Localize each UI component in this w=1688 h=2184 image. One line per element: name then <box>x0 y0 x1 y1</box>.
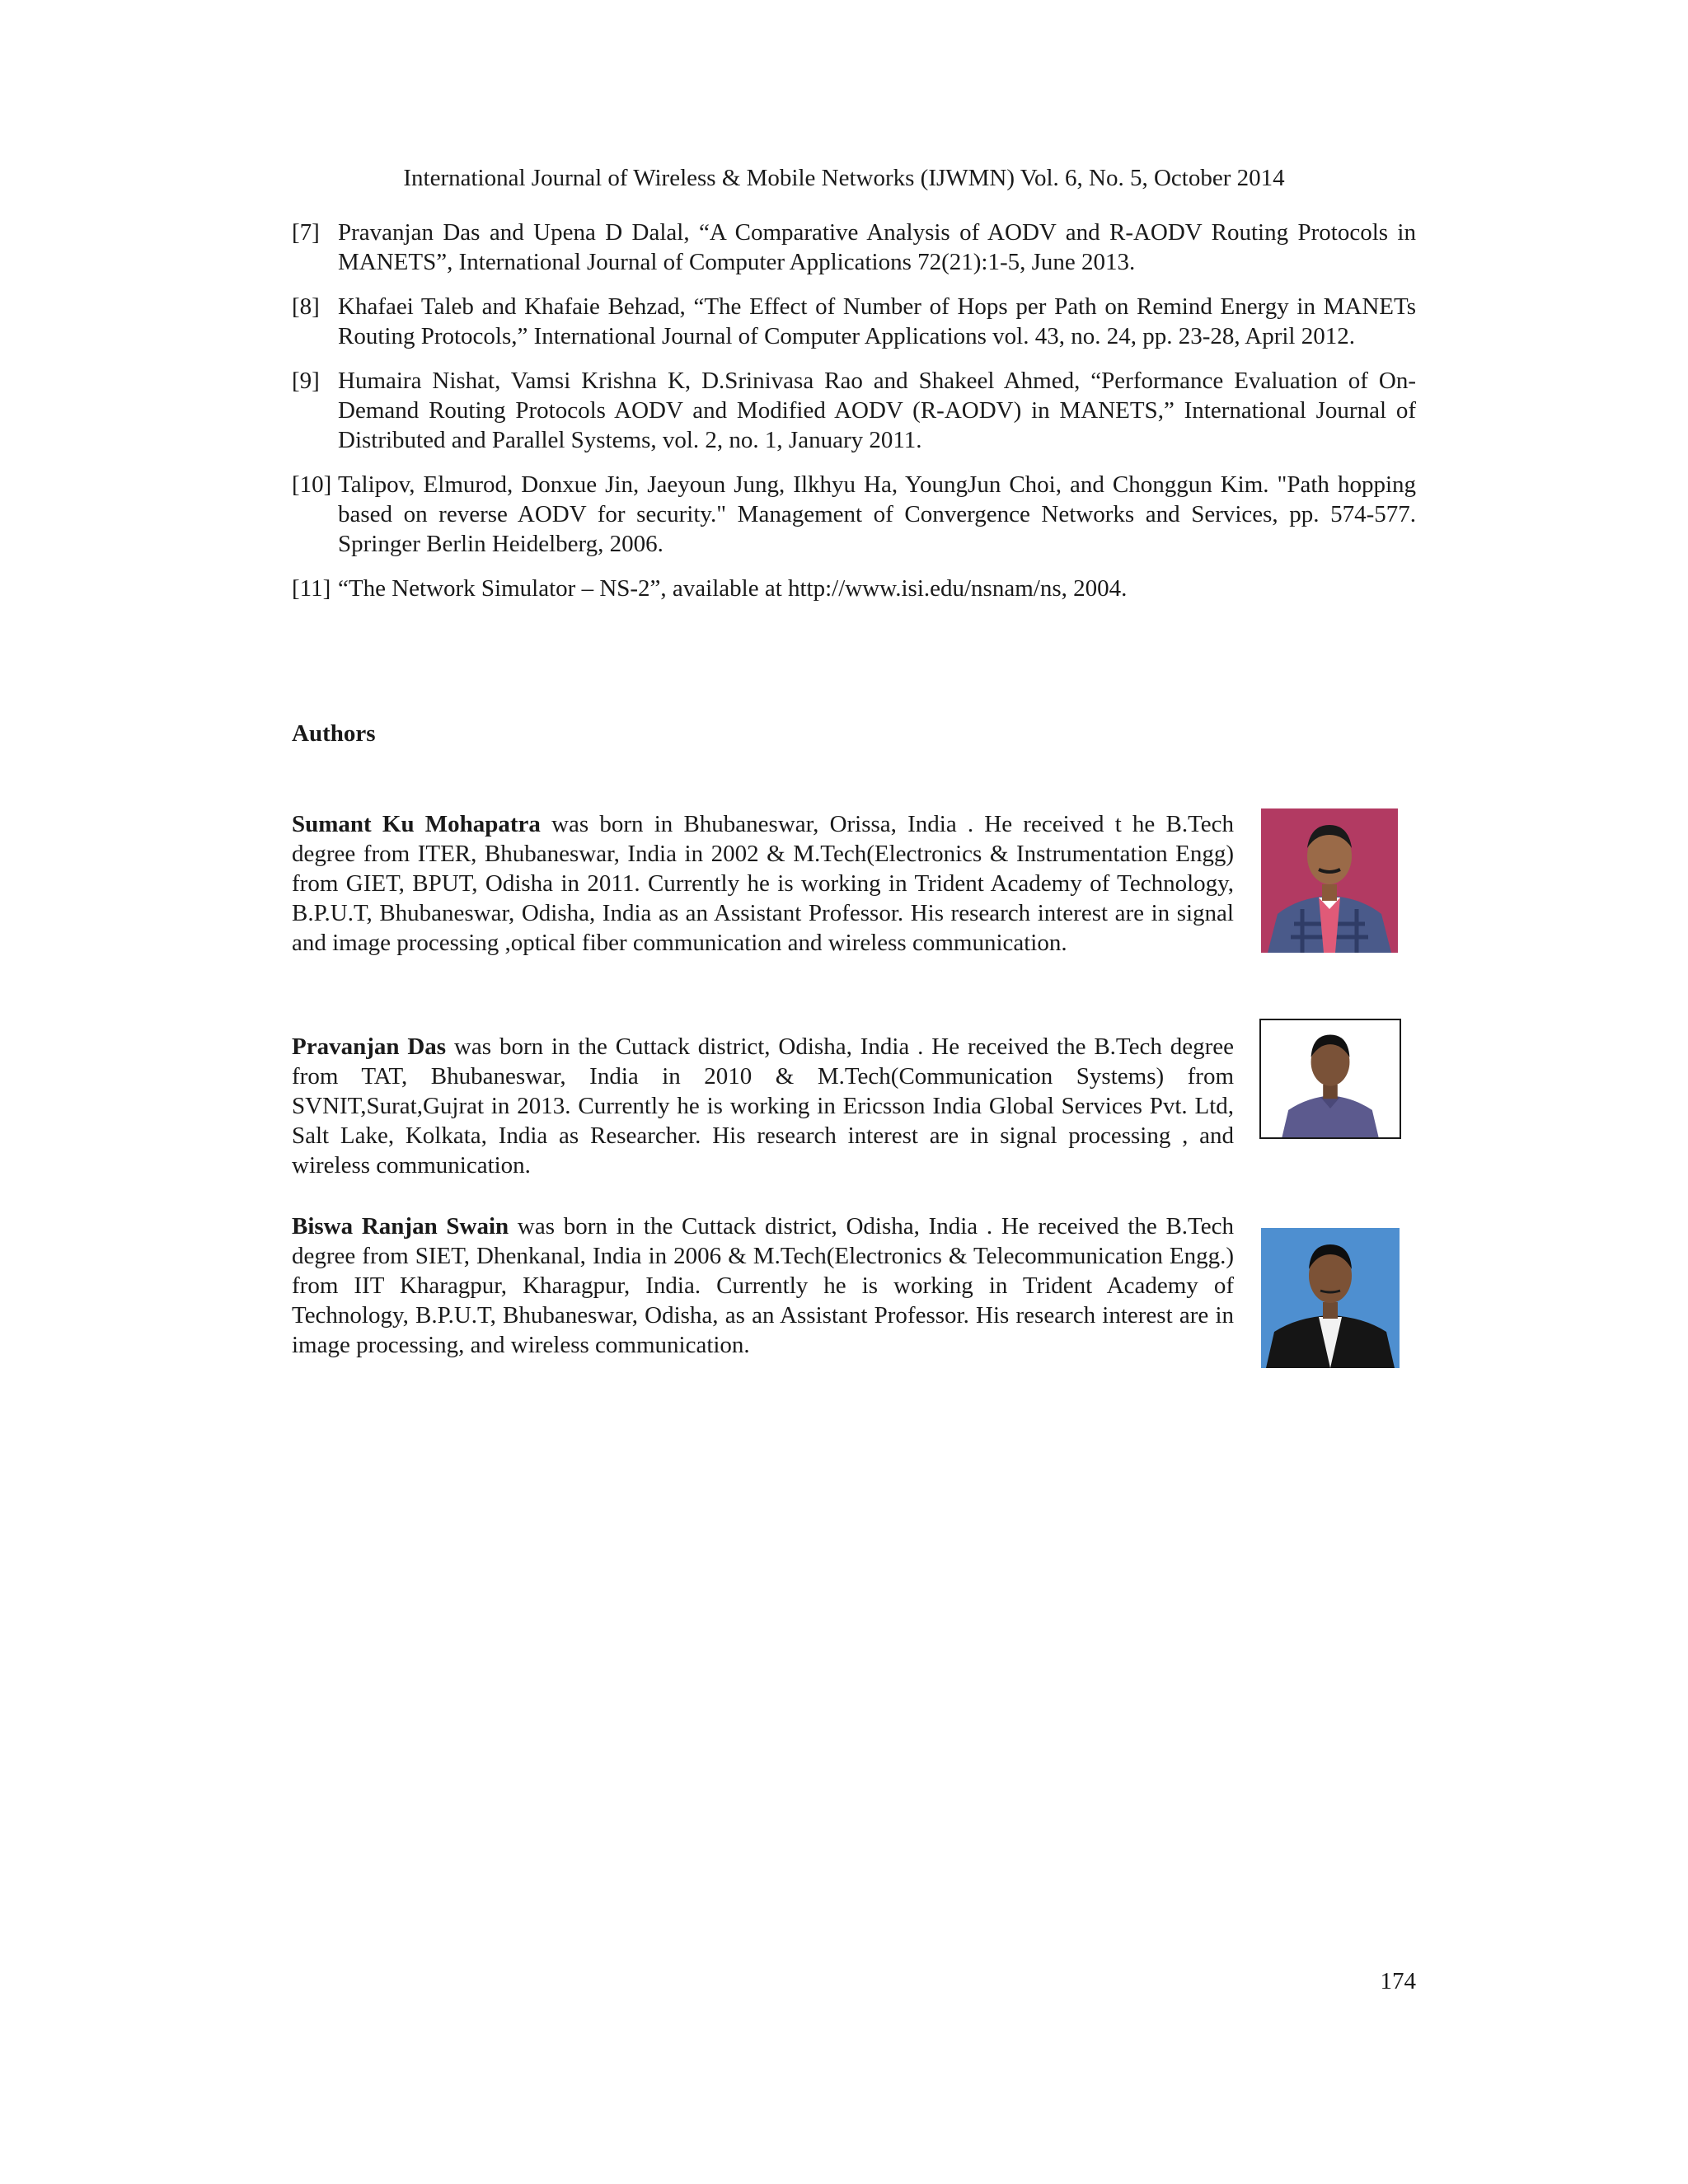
author-photo-mohapatra <box>1261 808 1398 953</box>
reference-item <box>292 366 1416 455</box>
reference-text: Khafaei Taleb and Khafaie Behzad, “The Effect of Number of Hops per Path on Remind Energy in MANETs Routing Protocols,” International Journal of Computer Applications vol. 43, no. 24, pp. 23-28, April 2012. <box>338 293 1416 349</box>
reference-text: Pravanjan Das and Upena D Dalal, “A Comparative Analysis of AODV and R-AODV Routing Protocols in MANETS”, International Journal of Computer Applications 72(21):1-5, June 2013. <box>338 219 1416 275</box>
reference-list <box>292 218 1416 618</box>
reference-text: Humaira Nishat, Vamsi Krishna K, D.Srinivasa Rao and Shakeel Ahmed, “Performance Evaluation of On-Demand Routing Protocols AODV and Modified AODV (R-AODV) in MANETS,” International Journal of Distributed and Parallel Systems, vol. 2, no. 1, January 2011. <box>338 368 1416 453</box>
reference-number: [8] <box>292 293 320 320</box>
author-bio-text: was born in the Cuttack district, Odisha, India . He received the B.Tech degree from SIET, Dhenkanal, India in 2006 & M.Tech(Electronics & Telecommunication Engg.) from IIT Kharagpur, Kharagpur, India. Currently he is working in Trident Academy of Technology, B.P.U.T, Bhubaneswar, Odisha, as an Assistant Professor. His research interest are in image processing, and wireless communication. <box>292 1213 1234 1358</box>
authors-heading: Authors <box>292 720 376 747</box>
reference-item <box>292 470 1416 559</box>
author-bio-das <box>292 1032 1234 1180</box>
reference-text: Talipov, Elmurod, Donxue Jin, Jaeyoun Jung, Ilkhyu Ha, YoungJun Choi, and Chonggun Kim. "Path hopping based on reverse AODV for security." Management of Convergence Networks and Services, pp. 574-577. Springer Berlin Heidelberg, 2006. <box>338 471 1416 557</box>
page-number: 174 <box>1380 1968 1416 1994</box>
author-photo-swain <box>1261 1228 1400 1368</box>
author-bio-text: was born in the Cuttack district, Odisha, India . He received the B.Tech degree from TAT, Bhubaneswar, India in 2010 & M.Tech(Communication Systems) from SVNIT,Surat,Gujrat in 2013. Currently he is working in Ericsson India Global Services Pvt. Ltd, Salt Lake, Kolkata, India as Researcher. His research interest are in signal processing , and wireless communication. <box>292 1033 1234 1179</box>
author-bio-swain <box>292 1212 1234 1360</box>
reference-number: [9] <box>292 368 320 394</box>
author-bio-mohapatra <box>292 809 1234 958</box>
reference-text: “The Network Simulator – NS-2”, available at http://www.isi.edu/nsnam/ns, 2004. <box>338 575 1128 602</box>
author-name: Biswa Ranjan Swain <box>292 1213 509 1240</box>
reference-item <box>292 218 1416 277</box>
author-name: Pravanjan Das <box>292 1033 447 1060</box>
reference-number: [11] <box>292 575 331 602</box>
reference-item <box>292 574 1416 603</box>
author-photo-das <box>1259 1019 1401 1139</box>
author-bio-text: was born in Bhubaneswar, Orissa, India . He received t he B.Tech degree from ITER, Bhubaneswar, India in 2002 & M.Tech(Electronics & Instrumentation Engg) from GIET, BPUT, Odisha in 2011. Currently he is working in Trident Academy of Technology, B.P.U.T, Bhubaneswar, Odisha, India as an Assistant Professor. His research interest are in signal and image processing ,optical fiber communication and wireless communication. <box>292 811 1235 956</box>
reference-item <box>292 292 1416 351</box>
author-name: Sumant Ku Mohapatra <box>292 811 541 837</box>
running-header: International Journal of Wireless & Mobile Networks (IJWMN) Vol. 6, No. 5, October 2014 <box>403 165 1285 191</box>
reference-number: [7] <box>292 219 320 246</box>
reference-number: [10] <box>292 471 332 498</box>
